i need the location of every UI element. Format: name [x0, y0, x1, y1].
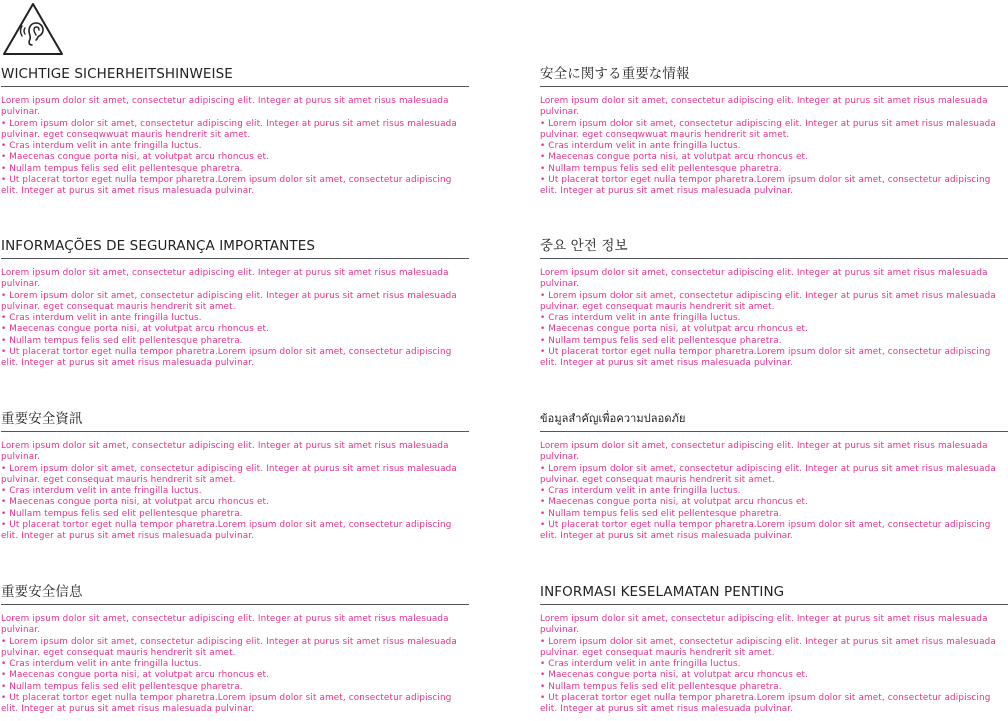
divider — [1, 431, 469, 432]
divider — [540, 258, 1008, 259]
divider — [540, 431, 1008, 432]
intro-text: Lorem ipsum dolor sit amet, consectetur adipiscing elit. Integer at purus sit amet risus malesuada pulvinar. — [1, 268, 449, 290]
bullet-item: • Ut placerat tortor eget nulla tempor pharetra.Lorem ipsum dolor sit amet, consectetur adipiscing elit. Integer at purus sit amet risus malesuada pulvinar. — [1, 693, 452, 715]
bullet-item: • Ut placerat tortor eget nulla tempor pharetra.Lorem ipsum dolor sit amet, consectetur adipiscing elit. Integer at purus sit amet risus malesuada pulvinar. — [1, 347, 452, 369]
bullet-item: • Cras interdum velit in ante fringilla luctus. — [1, 486, 202, 497]
section-heading: INFORMASI KESELAMATAN PENTING — [540, 584, 785, 600]
hearing-warning-icon — [1, 1, 65, 57]
bullet-item: • Lorem ipsum dolor sit amet, consectetur adipiscing elit. Integer at purus sit amet risus malesuada pulvinar. eget consequat mauris hendrerit sit amet. — [540, 636, 996, 658]
bullet-item: • Nullam tempus felis sed elit pellentesque pharetra. — [540, 335, 782, 346]
safety-section-th — [540, 408, 1008, 543]
bullet-item: • Cras interdum velit in ante fringilla luctus. — [540, 659, 741, 670]
bullet-item: • Maecenas congue porta nisi, at volutpat arcu rhoncus et. — [540, 497, 809, 508]
section-body — [540, 441, 1008, 543]
section-heading: 重要安全資訊 — [1, 411, 83, 427]
section-heading: 중요 안전 정보 — [540, 238, 628, 254]
bullet-item: • Maecenas congue porta nisi, at volutpat arcu rhoncus et. — [540, 670, 809, 681]
section-body — [540, 268, 1008, 370]
intro-text: Lorem ipsum dolor sit amet, consectetur adipiscing elit. Integer at purus sit amet risus malesuada pulvinar. — [1, 96, 449, 118]
bullet-item: • Ut placerat tortor eget nulla tempor pharetra.Lorem ipsum dolor sit amet, consectetur adipiscing elit. Integer at purus sit amet risus malesuada pulvinar. — [540, 175, 991, 197]
divider — [1, 604, 469, 605]
bullet-item: • Lorem ipsum dolor sit amet, consectetur adipiscing elit. Integer at purus sit amet risus malesuada pulvinar. eget consequat mauris hendrerit sit amet. — [540, 463, 996, 485]
bullet-item: • Ut placerat tortor eget nulla tempor pharetra.Lorem ipsum dolor sit amet, consectetur adipiscing elit. Integer at purus sit amet risus malesuada pulvinar. — [1, 175, 452, 197]
bullet-item: • Cras interdum velit in ante fringilla luctus. — [1, 313, 202, 324]
section-body — [1, 268, 469, 370]
section-body — [540, 96, 1008, 198]
bullet-item: • Cras interdum velit in ante fringilla luctus. — [1, 141, 202, 152]
bullet-item: • Lorem ipsum dolor sit amet, consectetur adipiscing elit. Integer at purus sit amet risus malesuada pulvinar. eget consequat mauris hendrerit sit amet. — [1, 463, 457, 485]
divider — [1, 258, 469, 259]
section-heading: INFORMAÇÕES DE SEGURANÇA IMPORTANTES — [1, 238, 315, 254]
safety-section-zh-cn — [1, 581, 469, 716]
bullet-item: • Maecenas congue porta nisi, at volutpat arcu rhoncus et. — [1, 324, 270, 335]
bullet-item: • Maecenas congue porta nisi, at volutpat arcu rhoncus et. — [1, 152, 270, 163]
bullet-item: • Maecenas congue porta nisi, at volutpat arcu rhoncus et. — [1, 497, 270, 508]
safety-section-pt — [1, 235, 469, 370]
safety-section-zh-tw — [1, 408, 469, 543]
bullet-item: • Nullam tempus felis sed elit pellentesque pharetra. — [1, 508, 243, 519]
bullet-item: • Nullam tempus felis sed elit pellentesque pharetra. — [1, 335, 243, 346]
section-heading: 安全に関する重要な情報 — [540, 66, 690, 82]
bullet-item: • Ut placerat tortor eget nulla tempor pharetra.Lorem ipsum dolor sit amet, consectetur adipiscing elit. Integer at purus sit amet risus malesuada pulvinar. — [540, 693, 991, 715]
divider — [1, 86, 469, 87]
bullet-item: • Maecenas congue porta nisi, at volutpat arcu rhoncus et. — [540, 324, 809, 335]
bullet-item: • Maecenas congue porta nisi, at volutpat arcu rhoncus et. — [1, 670, 270, 681]
bullet-item: • Ut placerat tortor eget nulla tempor pharetra.Lorem ipsum dolor sit amet, consectetur adipiscing elit. Integer at purus sit amet risus malesuada pulvinar. — [1, 520, 452, 542]
bullet-item: • Nullam tempus felis sed elit pellentesque pharetra. — [540, 508, 782, 519]
section-body — [1, 441, 469, 543]
bullet-item: • Ut placerat tortor eget nulla tempor pharetra.Lorem ipsum dolor sit amet, consectetur adipiscing elit. Integer at purus sit amet risus malesuada pulvinar. — [540, 520, 991, 542]
divider — [540, 86, 1008, 87]
bullet-item: • Cras interdum velit in ante fringilla luctus. — [540, 141, 741, 152]
bullet-item: • Lorem ipsum dolor sit amet, consectetur adipiscing elit. Integer at purus sit amet risus malesuada pulvinar. eget consequat mauris hendrerit sit amet. — [540, 290, 996, 312]
bullet-item: • Lorem ipsum dolor sit amet, consectetur adipiscing elit. Integer at purus sit amet risus malesuada pulvinar. eget consequat mauris hendrerit sit amet. — [1, 290, 457, 312]
intro-text: Lorem ipsum dolor sit amet, consectetur adipiscing elit. Integer at purus sit amet risus malesuada pulvinar. — [540, 96, 988, 118]
bullet-item: • Lorem ipsum dolor sit amet, consectetur adipiscing elit. Integer at purus sit amet risus malesuada pulvinar. eget conseqwwuat mauris hendrerit sit amet. — [540, 118, 996, 140]
bullet-item: • Cras interdum velit in ante fringilla luctus. — [1, 659, 202, 670]
bullet-item: • Nullam tempus felis sed elit pellentesque pharetra. — [540, 681, 782, 692]
bullet-item: • Ut placerat tortor eget nulla tempor pharetra.Lorem ipsum dolor sit amet, consectetur adipiscing elit. Integer at purus sit amet risus malesuada pulvinar. — [540, 347, 991, 369]
intro-text: Lorem ipsum dolor sit amet, consectetur adipiscing elit. Integer at purus sit amet risus malesuada pulvinar. — [540, 441, 988, 463]
bullet-item: • Nullam tempus felis sed elit pellentesque pharetra. — [1, 163, 243, 174]
bullet-item: • Nullam tempus felis sed elit pellentesque pharetra. — [540, 163, 782, 174]
bullet-item: • Lorem ipsum dolor sit amet, consectetur adipiscing elit. Integer at purus sit amet risus malesuada pulvinar. eget conseqwwuat mauris hendrerit sit amet. — [1, 118, 457, 140]
bullet-item: • Lorem ipsum dolor sit amet, consectetur adipiscing elit. Integer at purus sit amet risus malesuada pulvinar. eget consequat mauris hendrerit sit amet. — [1, 636, 457, 658]
safety-section-id — [540, 581, 1008, 716]
section-body — [540, 614, 1008, 716]
safety-section-de — [1, 63, 469, 198]
bullet-item: • Maecenas congue porta nisi, at volutpat arcu rhoncus et. — [540, 152, 809, 163]
intro-text: Lorem ipsum dolor sit amet, consectetur adipiscing elit. Integer at purus sit amet risus malesuada pulvinar. — [1, 441, 449, 463]
safety-section-ja — [540, 63, 1008, 198]
intro-text: Lorem ipsum dolor sit amet, consectetur adipiscing elit. Integer at purus sit amet risus malesuada pulvinar. — [540, 614, 988, 636]
section-heading: ข้อมูลสำคัญเพื่อความปลอดภัย — [540, 412, 686, 425]
bullet-item: • Nullam tempus felis sed elit pellentesque pharetra. — [1, 681, 243, 692]
safety-section-ko — [540, 235, 1008, 370]
section-body — [1, 614, 469, 716]
intro-text: Lorem ipsum dolor sit amet, consectetur adipiscing elit. Integer at purus sit amet risus malesuada pulvinar. — [540, 268, 988, 290]
section-heading: 重要安全信息 — [1, 584, 83, 600]
bullet-item: • Cras interdum velit in ante fringilla luctus. — [540, 486, 741, 497]
section-body — [1, 96, 469, 198]
section-heading: WICHTIGE SICHERHEITSHINWEISE — [1, 66, 233, 82]
divider — [540, 604, 1008, 605]
bullet-item: • Cras interdum velit in ante fringilla luctus. — [540, 313, 741, 324]
intro-text: Lorem ipsum dolor sit amet, consectetur adipiscing elit. Integer at purus sit amet risus malesuada pulvinar. — [1, 614, 449, 636]
